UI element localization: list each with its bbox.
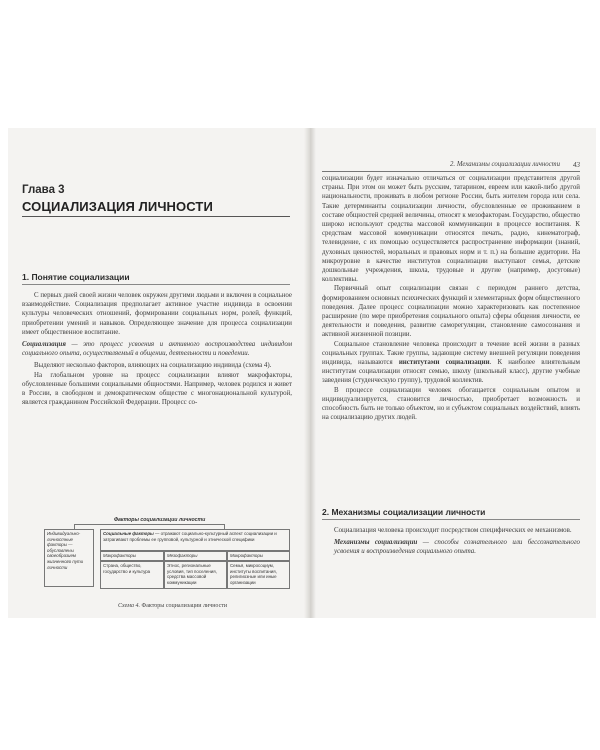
socialization-definition bbox=[22, 340, 292, 358]
right-body bbox=[322, 174, 580, 422]
mechanisms-term: Механизмы социализации bbox=[334, 539, 418, 547]
caption-text: Факторы социализации личности bbox=[140, 603, 228, 609]
right-paragraph-4: В процессе социализации человек обогащается социальным опытом и индивидуализируется, становится личностью, приобретает возможность и способность быть не только объектом, но и субъектом социальных воздействий, влиять на социализацию других людей. bbox=[322, 386, 580, 422]
definition-term: Социализация bbox=[22, 341, 66, 349]
chapter-divider bbox=[22, 216, 290, 217]
right-body-2 bbox=[322, 526, 580, 560]
diagram-caption bbox=[118, 603, 227, 609]
social-factors-text: — отражают социально-культурный аспект социализации и затрагивают проблемы ее групповой, культурной и этнической специфики bbox=[103, 531, 277, 542]
institutions-term: институтами социализации bbox=[398, 359, 490, 367]
left-paragraph-3: На глобальном уровне на процесс социализации влияют макрофакторы, обусловленные большими социальными общностями. Например, человек родился и живет в России, в свободном и демократическом обществе с многонациональной культурой, является гражданином Российской Федерации. Процесс со- bbox=[22, 371, 292, 407]
right-paragraph-3-end: . К наиболее влиятельным институтам социализации относят семью, школу (школьный класс), другие учебные заведения (студенческую группу), трудовой коллектив. bbox=[322, 359, 580, 385]
mechanisms-text: — способы сознательного или бессознательного усвоения и воспроизведения социального опыта. bbox=[334, 539, 580, 556]
running-head bbox=[322, 161, 580, 171]
section-title-1: 1. Понятие социализации bbox=[22, 272, 130, 282]
individual-factors-box: Индивидуально-личностные факторы — обусловлены своеобразием жизненного пути личности bbox=[44, 529, 94, 587]
left-paragraph-1: С первых дней своей жизни человек окружен другими людьми и включен в социальное взаимодействие. Социализация предполагает активное участие индивида в освоении культуры человеческих отношений, формировании социальных норм, ролей, функций, приобретении умений и навыков. Определяющее значение для процесса социализации имеет общественное воспитание. bbox=[22, 292, 292, 336]
chapter-title: СОЦИАЛИЗАЦИЯ ЛИЧНОСТИ bbox=[22, 199, 213, 214]
micro-factors-header: Микрофакторы bbox=[227, 551, 290, 561]
macro-factors-header: Макрофакторы bbox=[100, 551, 164, 561]
right-paragraph-3-start: Социальное становление человека происходит в течение всей жизни в разных социальных группах. Такие группы, задающие систему внешней регуляции поведения индивида, называются bbox=[322, 340, 580, 367]
book-spread bbox=[8, 128, 596, 618]
left-page bbox=[22, 128, 292, 618]
chapter-label: Глава 3 bbox=[22, 184, 65, 196]
meso-factors-header: Мезофакторы bbox=[164, 551, 227, 561]
book-gutter bbox=[304, 128, 316, 618]
mechanisms-definition bbox=[322, 538, 580, 556]
right-paragraph-5: Социализация человека происходит посредством специфических ее механизмов. bbox=[334, 527, 572, 534]
right-paragraph-2: Первичный опыт социализации связан с периодом раннего детства, формированием основных психических функций и элементарных форм общественного поведения. Далее процесс социализации можно характеризовать как постепенное расширение (по мере приобретения социального опыта) сферы общения личности, ее деятельности и поведения, развитие саморегуляции, становление самосознания и активной жизненной позиции. bbox=[322, 285, 580, 339]
running-head-title: 2. Механизмы социализации личности bbox=[450, 161, 560, 168]
social-factors-term: Социальные факторы bbox=[103, 531, 154, 536]
diagram-title: Факторы социализации личности bbox=[114, 517, 206, 523]
diagram-connector bbox=[74, 524, 224, 525]
page-number: 43 bbox=[573, 161, 580, 169]
caption-label: Схема 4. bbox=[118, 603, 141, 609]
socialization-factors-diagram bbox=[44, 517, 292, 597]
definition-text: — это процесс усвоения и активного воспроизводства индивидом социального опыта, осуществляемый в общении, деятельности и поведении. bbox=[22, 341, 292, 358]
right-page bbox=[322, 128, 580, 618]
section-divider-1 bbox=[22, 284, 290, 285]
section-title-2: 2. Механизмы социализации личности bbox=[322, 507, 486, 517]
running-head-rule bbox=[322, 171, 580, 172]
social-factors-box bbox=[100, 529, 290, 551]
left-body bbox=[22, 291, 292, 407]
macro-factors-cell: Страна, общество, государство и культура bbox=[100, 561, 164, 589]
meso-factors-cell: Этнос, региональные условия, тип поселения, средства массовой коммуникации bbox=[164, 561, 227, 589]
right-paragraph-3 bbox=[322, 340, 580, 386]
micro-factors-cell: Семья, микросоциум, институты воспитания, религиозные или иные организации bbox=[227, 561, 290, 589]
left-paragraph-2: Выделяют несколько факторов, влияющих на социализацию индивида (схема 4). bbox=[34, 362, 272, 370]
section-divider-2 bbox=[322, 519, 580, 520]
right-paragraph-1: социализации будет изначально отличаться от социализации представителя другой страны. При этом он может быть русским, татарином, евреем или какой-либо другой национальности, проживать в любом регионе России, быть жителем города или села. Такие детерминанты социализации личности, обусловленные ее проживанием в составе общностей средней величины, относят к мезофакторам. Государство, общество широко используют средства массовой коммуникации в процессе воспитания. К средствам массовой коммуникации относятся печать, радио, кинематограф, телевидение, с их помощью осуществляется распространение информации (знаний, духовных ценностей, моральных и правовых норм и т. п.) на большие аудитории. На микроуровне в качестве институтов социализации выступают семья, детские дошкольные учреждения, школа, трудовые и другие (например, досуговые) коллективы. bbox=[322, 175, 580, 284]
